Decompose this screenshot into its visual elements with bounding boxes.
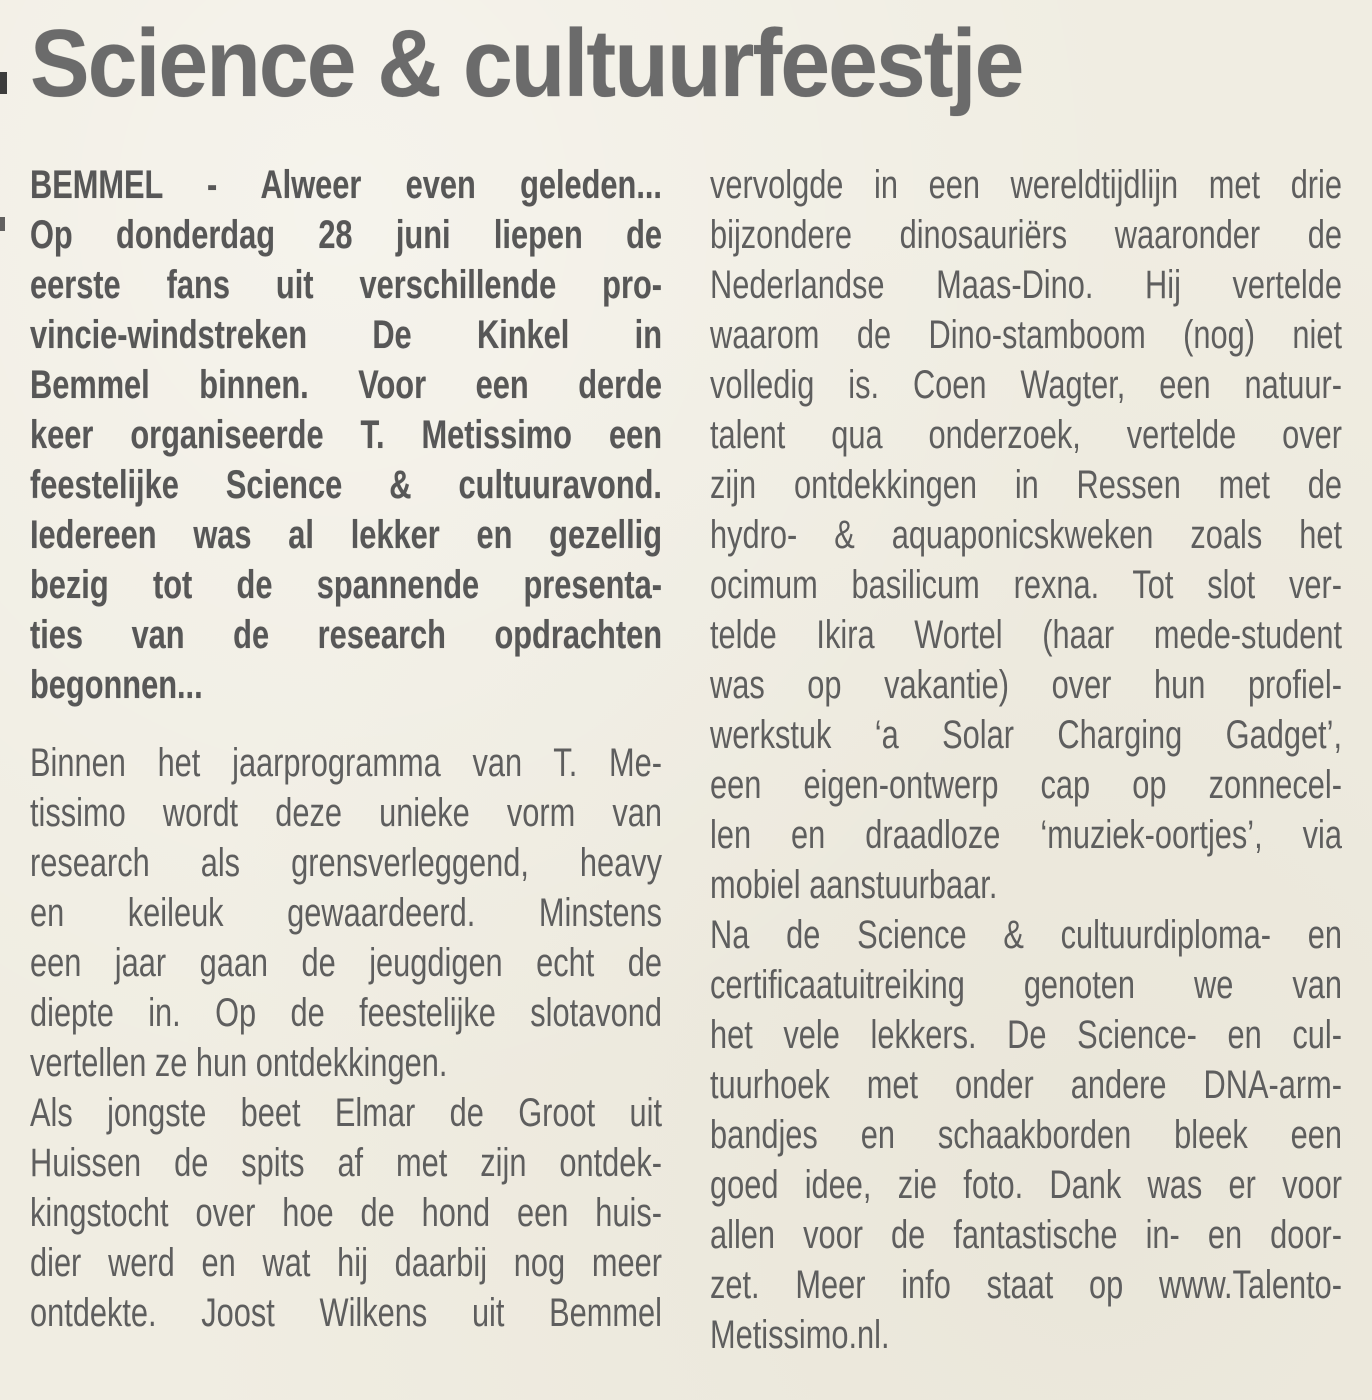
text-line: certificaatuitreiking genoten we van bbox=[710, 963, 1342, 1007]
text-line: keer organiseerde T. Metissimo een bbox=[30, 413, 662, 457]
text-line: diepte in. Op de feestelijke slotavond bbox=[30, 991, 662, 1035]
text-line: tuurhoek met onder andere DNA-arm- bbox=[710, 1063, 1342, 1107]
text-line: bandjes en schaakborden bleek een bbox=[710, 1113, 1342, 1157]
article-title: Science & cultuurfeestje bbox=[30, 10, 1023, 117]
text-line: ties van de research opdrachten bbox=[30, 613, 662, 657]
paragraph bbox=[30, 1088, 662, 1338]
text-line: ocimum basilicum rexna. Tot slot ver- bbox=[710, 563, 1342, 607]
text-line: hydro- & aquaponicskweken zoals het bbox=[710, 513, 1342, 557]
text-line: BEMMEL - Alweer even geleden... bbox=[30, 163, 662, 207]
text-line: talent qua onderzoek, vertelde over bbox=[710, 413, 1342, 457]
text-line: feestelijke Science & cultuuravond. bbox=[30, 463, 662, 507]
text-line: research als grensverleggend, heavy bbox=[30, 841, 662, 885]
scan-artifact bbox=[0, 217, 5, 231]
paragraph bbox=[30, 160, 662, 710]
paragraph bbox=[710, 160, 1342, 910]
text-line: ontdekte. Joost Wilkens uit Bemmel bbox=[30, 1291, 662, 1335]
text-line: begonnen... bbox=[30, 663, 203, 707]
text-line: mobiel aanstuurbaar. bbox=[710, 863, 998, 907]
text-line: en keileuk gewaardeerd. Minstens bbox=[30, 891, 662, 935]
text-line: vincie-windstreken De Kinkel in bbox=[30, 313, 662, 357]
text-line: vervolgde in een wereldtijdlijn met drie bbox=[710, 163, 1342, 207]
text-line: Iedereen was al lekker en gezellig bbox=[30, 513, 662, 557]
text-line: Na de Science & cultuurdiploma- en bbox=[710, 913, 1342, 957]
left-column bbox=[30, 160, 662, 1360]
article-body bbox=[30, 160, 1342, 1360]
text-line: een eigen-ontwerp cap op zonnecel- bbox=[710, 763, 1342, 807]
text-line: Nederlandse Maas-Dino. Hij vertelde bbox=[710, 263, 1342, 307]
newspaper-page bbox=[0, 12, 1372, 1400]
text-line: vertellen ze hun ontdekkingen. bbox=[30, 1041, 448, 1085]
text-line: Huissen de spits af met zijn ontdek- bbox=[30, 1141, 662, 1185]
text-line: waarom de Dino-stamboom (nog) niet bbox=[710, 313, 1342, 357]
text-line: Bemmel binnen. Voor een derde bbox=[30, 363, 662, 407]
text-line: een jaar gaan de jeugdigen echt de bbox=[30, 941, 662, 985]
text-line: allen voor de fantastische in- en door- bbox=[710, 1213, 1342, 1257]
text-line: dier werd en wat hij daarbij nog meer bbox=[30, 1241, 662, 1285]
text-line: werkstuk ‘a Solar Charging Gadget’, bbox=[710, 713, 1342, 757]
text-line: was op vakantie) over hun profiel- bbox=[710, 663, 1342, 707]
text-line: zijn ontdekkingen in Ressen met de bbox=[710, 463, 1342, 507]
text-line: Als jongste beet Elmar de Groot uit bbox=[30, 1091, 662, 1135]
text-line: goed idee, zie foto. Dank was er voor bbox=[710, 1163, 1342, 1207]
text-line: het vele lekkers. De Science- en cul- bbox=[710, 1013, 1342, 1057]
text-line: len en draadloze ‘muziek-oortjes’, via bbox=[710, 813, 1342, 857]
text-line: Binnen het jaarprogramma van T. Me- bbox=[30, 741, 662, 785]
text-line: eerste fans uit verschillende pro- bbox=[30, 263, 662, 307]
paragraph bbox=[710, 910, 1342, 1360]
text-line: telde Ikira Wortel (haar mede-student bbox=[710, 613, 1342, 657]
text-line: zet. Meer info staat op www.Talento- bbox=[710, 1263, 1342, 1307]
text-line: Metissimo.nl. bbox=[710, 1313, 890, 1357]
text-line: bezig tot de spannende presenta- bbox=[30, 563, 662, 607]
paragraph bbox=[30, 738, 662, 1088]
right-column bbox=[710, 160, 1342, 1360]
text-line: kingstocht over hoe de hond een huis- bbox=[30, 1191, 662, 1235]
text-line: volledig is. Coen Wagter, een natuur- bbox=[710, 363, 1342, 407]
scan-artifact bbox=[0, 72, 7, 94]
text-line: tissimo wordt deze unieke vorm van bbox=[30, 791, 662, 835]
text-line: bijzondere dinosauriërs waaronder de bbox=[710, 213, 1342, 257]
text-line: Op donderdag 28 juni liepen de bbox=[30, 213, 662, 257]
